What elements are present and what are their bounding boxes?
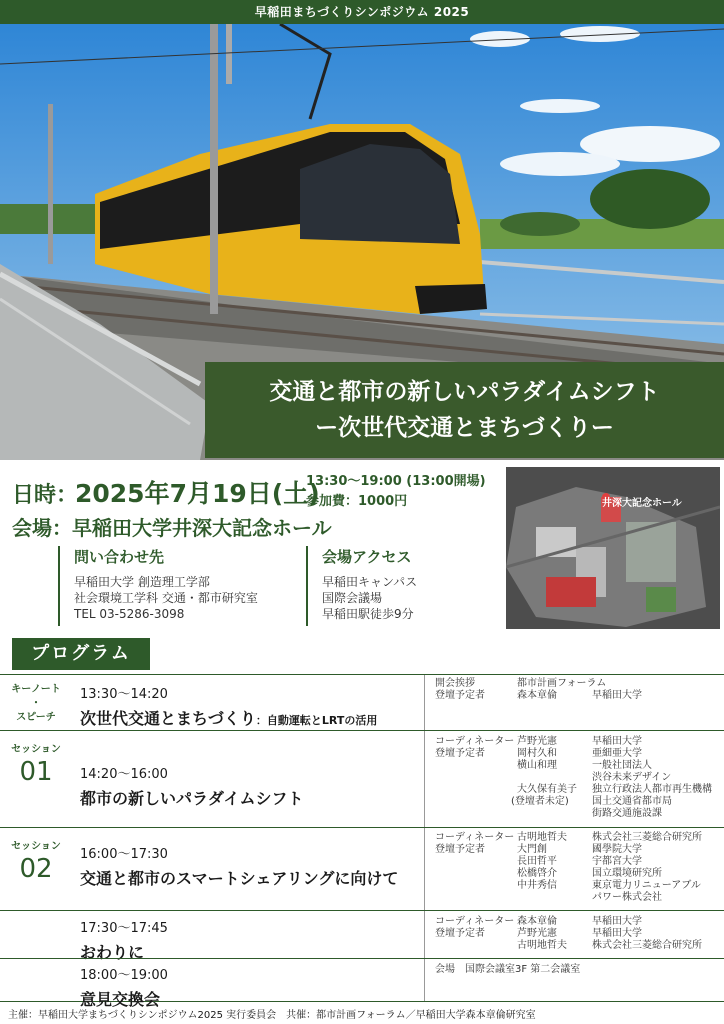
access-line: 早稲田キャンパス [322, 575, 418, 589]
access-line: 早稲田駅徒歩9分 [322, 607, 414, 621]
speaker-role: 登壇予定者 [435, 748, 485, 759]
speaker-affiliation: パワー株式会社 [592, 892, 662, 903]
event-theme-banner [205, 362, 724, 458]
session-number: 02 [19, 854, 53, 884]
speaker-affiliation: 渋谷未来デザイン [592, 772, 672, 783]
session-time: 17:30～17:45 [80, 921, 168, 936]
speaker-role: 開会挨拶 [435, 678, 475, 689]
session-row-closing [0, 910, 724, 962]
map-label: 井深大記念ホール [602, 498, 682, 509]
event-date: 2025年7月19日(土) [75, 479, 320, 508]
session-tag: キーノート ・ スピーチ [11, 684, 61, 723]
session-title: 意見交換会 [80, 990, 161, 1009]
speaker-list [424, 911, 724, 958]
speaker-affiliation: 國學院大学 [592, 844, 642, 855]
speaker-name: 松橋啓介 [517, 868, 557, 879]
speaker-role: 登壇予定者 [435, 844, 485, 855]
date-label: 日時： [12, 483, 79, 508]
session-time: 14:20～16:00 [80, 767, 168, 782]
event-fee: 参加費：1000円 [306, 494, 408, 509]
speaker-role: 登壇予定者 [435, 690, 485, 701]
speaker-role: 登壇予定者 [435, 928, 485, 939]
speaker-list [424, 959, 724, 1001]
speaker-name: 芦野光憲 [517, 736, 557, 747]
speaker-name: 大門創 [517, 844, 547, 855]
session-row-01 [0, 730, 724, 827]
speaker-affiliation: 亜細亜大学 [592, 748, 642, 759]
speaker-name: 都市計画フォーラム [517, 678, 607, 689]
speaker-affiliation: 宇都宮大学 [592, 856, 642, 867]
speaker-affiliation: 街路交通施設課 [592, 808, 662, 819]
speaker-name: 森本章倫 [517, 916, 557, 927]
session-tag: セッション [11, 744, 61, 755]
speaker-affiliation: 早稲田大学 [592, 916, 642, 927]
speaker-name: 長田哲平 [517, 856, 557, 867]
speaker-list [424, 675, 724, 730]
contact-phone: TEL 03-5286-3098 [74, 607, 185, 621]
speaker-name: 大久保有美子 [517, 784, 577, 795]
session-title: 交通と都市のスマートシェアリングに向けて [80, 869, 399, 888]
speaker-affiliation: 株式会社三菱総合研究所 [592, 940, 702, 951]
networking-venue: 会場 国際会議室3F 第二会議室 [435, 964, 581, 975]
speaker-name: 横山和理 [517, 760, 557, 771]
venue-name: 早稲田大学井深大記念ホール [72, 516, 332, 540]
contact-block [58, 546, 298, 626]
speaker-role: コーディネーター [435, 736, 515, 747]
contact-line: 社会環境工学科 交通・都市研究室 [74, 591, 258, 605]
speaker-list [424, 731, 724, 827]
session-row-networking [0, 958, 724, 1009]
speaker-name: 芦野光憲 [517, 928, 557, 939]
speaker-affiliation: 国立環境研究所 [592, 868, 662, 879]
theme-subtitle: ー次世代交通とまちづくりー [315, 415, 614, 441]
session-row-keynote [0, 674, 724, 730]
event-header: 早稲田まちづくりシンポジウム 2025 [0, 0, 724, 24]
event-time: 13:30～19:00 (13:00開場) [306, 474, 486, 489]
theme-title: 交通と都市の新しいパラダイムシフト [269, 379, 660, 405]
session-title: 都市の新しいパラダイムシフト [80, 789, 304, 808]
campus-map [506, 467, 720, 629]
speaker-affiliation: 一般社団法人 [592, 760, 652, 771]
program-label: プログラム [12, 638, 150, 670]
speaker-affiliation: 国土交通省都市局 [592, 796, 672, 807]
speaker-affiliation: 早稲田大学 [592, 736, 642, 747]
session-time: 18:00～19:00 [80, 968, 168, 983]
speaker-affiliation: 東京電力リニューアブル [592, 880, 701, 891]
speaker-role: コーディネーター [435, 916, 515, 927]
speaker-affiliation: 株式会社三菱総合研究所 [592, 832, 702, 843]
speaker-role: コーディネーター [435, 832, 515, 843]
session-title: おわりに [80, 943, 145, 962]
access-block [306, 546, 496, 626]
access-line: 国際会議場 [322, 591, 383, 605]
session-time: 16:00～17:30 [80, 847, 168, 862]
speaker-name: (登壇者未定) [511, 796, 569, 807]
speaker-name: 中井秀信 [517, 880, 557, 891]
session-row-02 [0, 827, 724, 910]
session-time: 13:30～14:20 [80, 687, 168, 702]
organizer-footer: 主催：早稲田大学まちづくりシンポジウム2025 実行委員会 共催：都市計画フォーラム／早稲田大学森本章倫研究室 [8, 1010, 536, 1021]
speaker-affiliation: 早稲田大学 [592, 928, 642, 939]
venue-label: 会場： [12, 516, 72, 540]
speaker-name: 岡村久和 [517, 748, 557, 759]
speaker-affiliation: 早稲田大学 [592, 690, 642, 701]
session-number: 01 [19, 757, 53, 787]
session-tag: セッション [11, 841, 61, 852]
speaker-affiliation: 独立行政法人都市再生機構 [592, 784, 712, 795]
contact-title: 問い合わせ先 [74, 548, 165, 566]
speaker-name: 森本章倫 [517, 690, 557, 701]
speaker-list [424, 828, 724, 910]
speaker-name: 古明地哲夫 [517, 832, 567, 843]
contact-line: 早稲田大学 創造理工学部 [74, 575, 210, 589]
access-title: 会場アクセス [322, 548, 412, 566]
speaker-name: 古明地哲夫 [517, 940, 567, 951]
session-subtitle: ：自動運転とLRTの活用 [255, 714, 378, 727]
session-title: 次世代交通とまちづくり [80, 709, 256, 728]
